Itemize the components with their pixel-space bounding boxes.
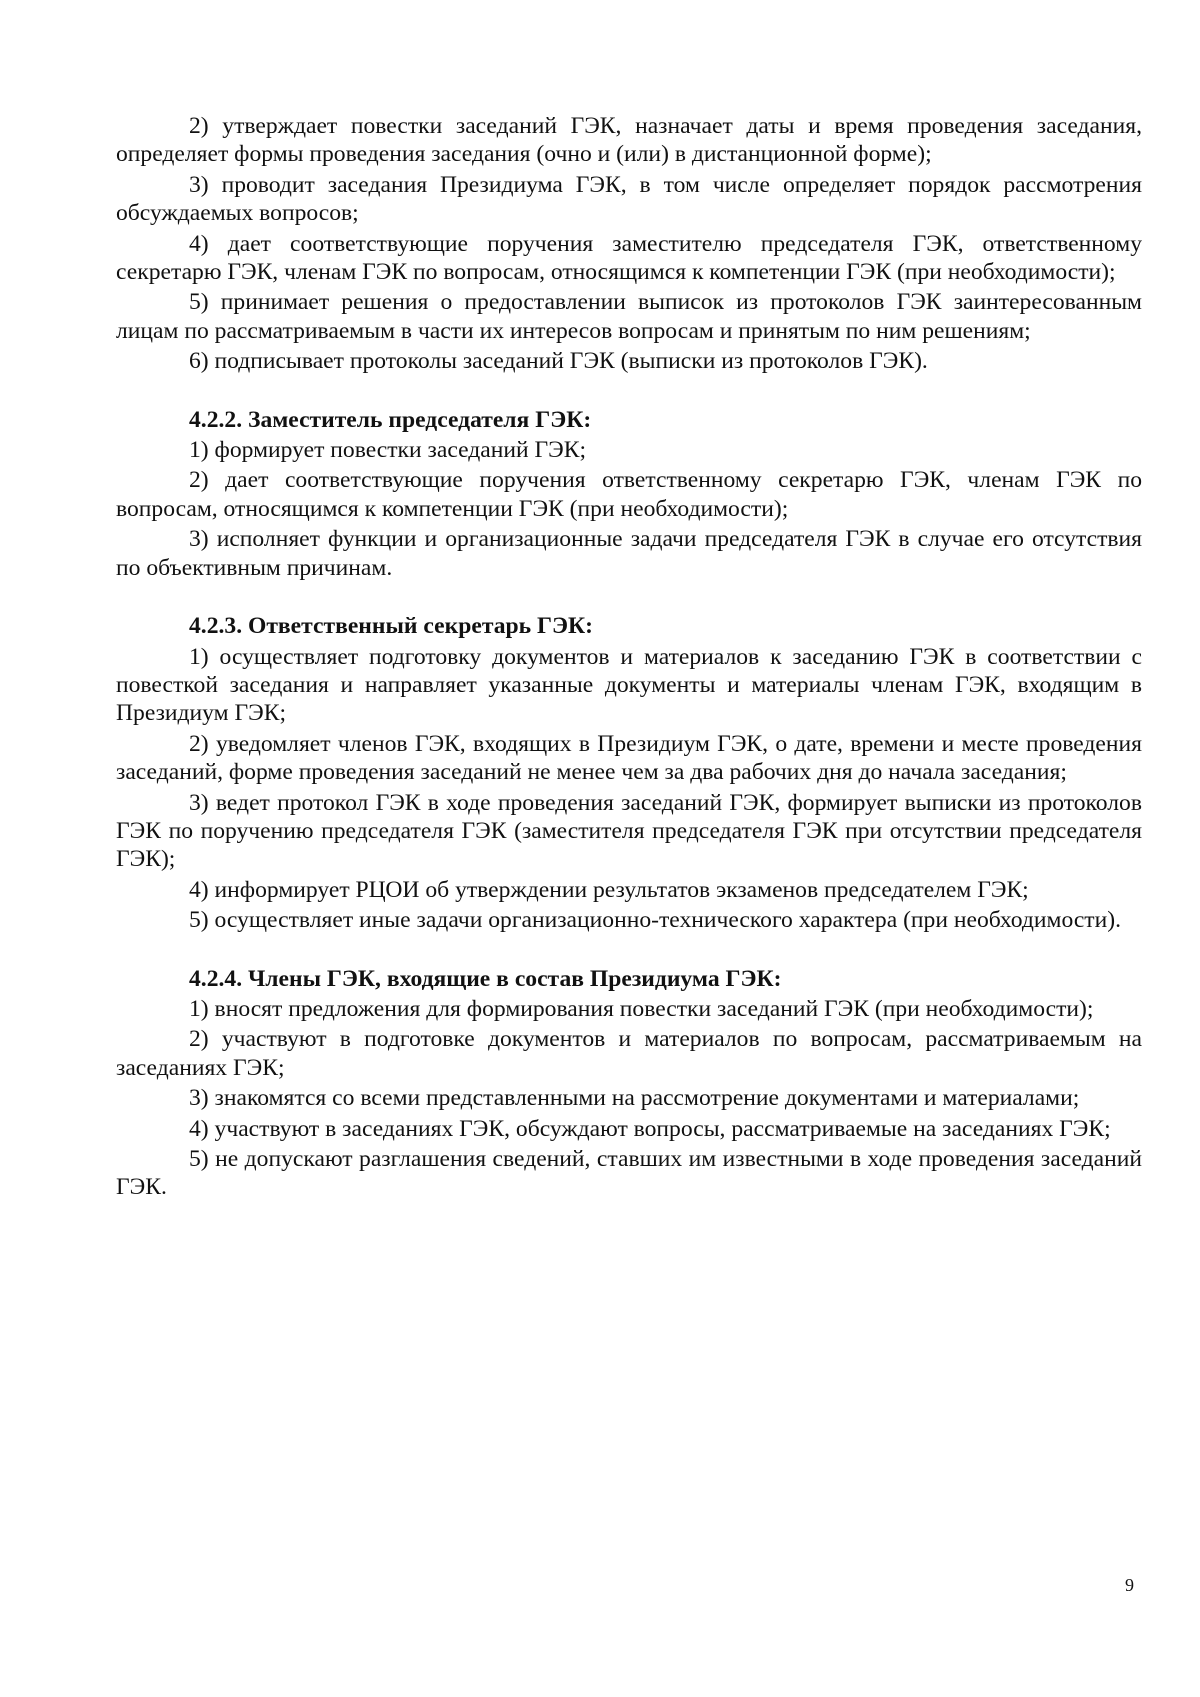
section-4-2-3: [116, 612, 1142, 934]
list-item: 4) информирует РЦОИ об утверждении результатов экзаменов председателем ГЭК;: [189, 876, 1029, 903]
list-item: 3) знакомятся со всеми представленными на рассмотрение документами и материалами;: [189, 1085, 1080, 1112]
list-item: 3) проводит заседания Президиума ГЭК, в том числе определяет порядок рассмотрения обсуждаемых вопросов;: [116, 171, 1142, 227]
section-4-2-2: [116, 406, 1142, 582]
list-item: 2) участвуют в подготовке документов и материалов по вопросам, рассматриваемым на заседаниях ГЭК;: [116, 1026, 1142, 1081]
chairman-duties-list: [116, 112, 1142, 376]
list-item: 4) участвуют в заседаниях ГЭК, обсуждают вопросы, рассматриваемые на заседаниях ГЭК;: [189, 1115, 1111, 1142]
list-item: 5) принимает решения о предоставлении выписок из протоколов ГЭК заинтересованным лицам по рассматриваемым в части их интересов вопросам и принятым по ним решениям;: [116, 289, 1142, 344]
section-4-2-4: [116, 965, 1142, 1202]
page-number: 9: [1125, 1575, 1134, 1595]
list-item: 3) ведет протокол ГЭК в ходе проведения заседаний ГЭК, формирует выписки из протоколов ГЭК по поручению председателя ГЭК (заместителя председателя ГЭК при отсутствии председателя ГЭК);: [116, 789, 1142, 873]
section-heading: 4.2.2. Заместитель председателя ГЭК:: [189, 406, 592, 433]
document-page: [116, 112, 1142, 1204]
list-item: 4) дает соответствующие поручения заместителю председателя ГЭК, ответственному секретарю ГЭК, членам ГЭК по вопросам, относящимся к компетенции ГЭК (при необходимости);: [116, 230, 1142, 286]
section-heading: 4.2.3. Ответственный секретарь ГЭК:: [189, 613, 593, 640]
list-item: 1) вносят предложения для формирования повестки заседаний ГЭК (при необходимости);: [189, 995, 1094, 1022]
list-item: 3) исполняет функции и организационные задачи председателя ГЭК в случае его отсутствия по объективным причинам.: [116, 526, 1142, 581]
list-item: 5) осуществляет иные задачи организационно-технического характера (при необходимости).: [189, 907, 1121, 934]
list-item: 5) не допускают разглашения сведений, ставших им известными в ходе проведения заседаний ГЭК.: [116, 1146, 1142, 1201]
list-item: 6) подписывает протоколы заседаний ГЭК (выписки из протоколов ГЭК).: [189, 348, 928, 375]
list-item: 2) дает соответствующие поручения ответственному секретарю ГЭК, членам ГЭК по вопросам, относящимся к компетенции ГЭК (при необходимости);: [116, 467, 1142, 522]
section-heading: 4.2.4. Члены ГЭК, входящие в состав Президиума ГЭК:: [189, 965, 782, 992]
list-item: 1) осуществляет подготовку документов и материалов к заседанию ГЭК в соответствии с повесткой заседания и направляет указанные документы и материалы членам ГЭК, входящим в Президиум ГЭК;: [116, 643, 1142, 727]
list-item: 1) формирует повестки заседаний ГЭК;: [189, 437, 587, 464]
list-item: 2) утверждает повестки заседаний ГЭК, назначает даты и время проведения заседания, определяет формы проведения заседания (очно и (или) в дистанционной форме);: [116, 113, 1142, 168]
list-item: 2) уведомляет членов ГЭК, входящих в Президиум ГЭК, о дате, времени и месте проведения заседаний, форме проведения заседаний не менее чем за два рабочих дня до начала заседания;: [116, 730, 1142, 786]
